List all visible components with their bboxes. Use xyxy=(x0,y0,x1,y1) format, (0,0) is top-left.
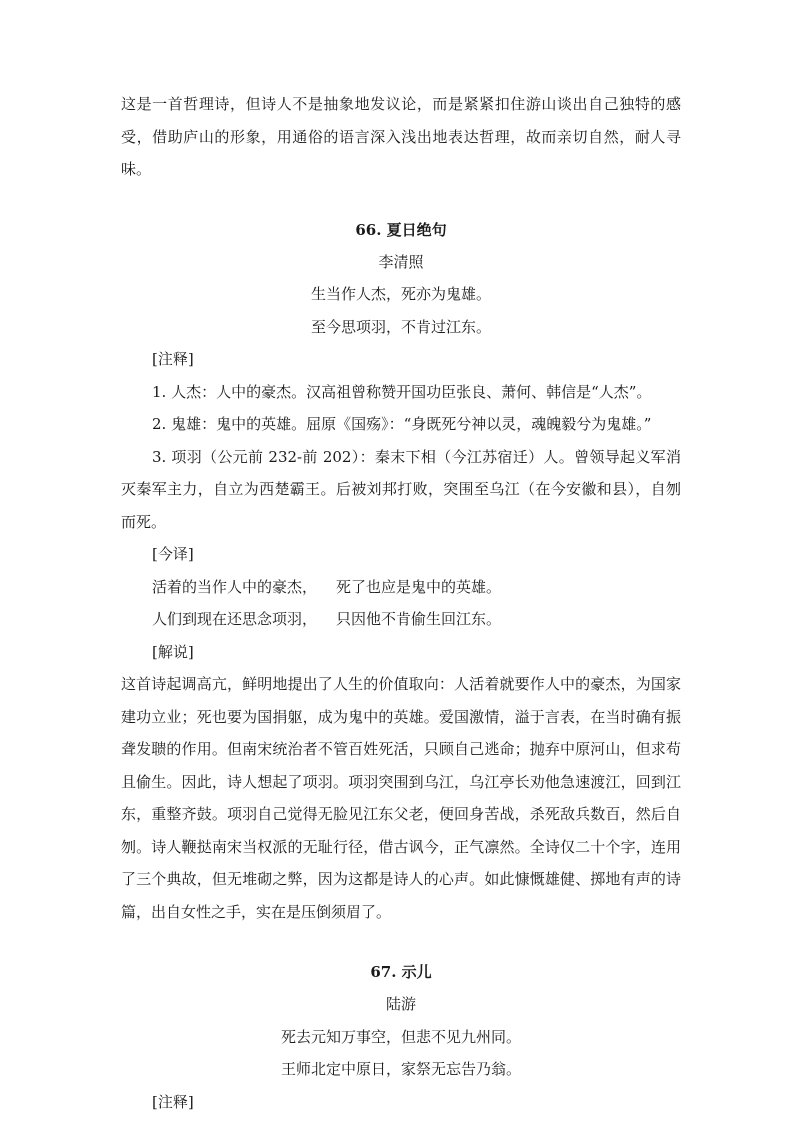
poem66-note-3: 3. 项羽（公元前 232-前 202）：秦末下相（今江苏宿迁）人。曾领导起义军消灭秦军主力，自立为西楚霸王。后被刘邦打败，突围至乌江（在今安徽和县），自刎而死。 xyxy=(121,447,681,531)
poem66-translation-heading: [今译] xyxy=(152,545,194,563)
translation-1b: 死了也应是鬼中的英雄。 xyxy=(336,577,502,596)
translation-2b: 只因他不肯偷生回江东。 xyxy=(336,610,502,628)
poem66-notes-heading: [注释] xyxy=(152,350,194,368)
poem66-commentary: 这首诗起调高亢，鲜明地提出了人生的价值取向：人活着就要作人中的豪杰，为国家建功立业；死也要为国捐躯，成为鬼中的英雄。爱国激情，溢于言表，在当时确有振聋发聩的作用。但南宋统治者不管百姓死活，只顾自己逃命；抛弃中原河山，但求苟且偷生。因此，诗人想起了项羽。项羽突围到乌江，乌江亭长劝他急速渡江，回到江东，重整齐鼓。项羽自己觉得无脸见江东父老，便回身苦战，杀死敌兵数百，然后自刎。诗人鞭挞南宋当权派的无耻行径，借古讽今，正气凛然。全诗仅二十个字，连用了三个典故，但无堆砌之弊，因为这都是诗人的心声。如此慷慨雄健、掷地有声的诗篇，出自女性之手，实在是压倒须眉了。 xyxy=(121,675,681,921)
translation-row-2 xyxy=(121,603,681,636)
poem66-note-2: 2. 鬼雄：鬼中的英雄。屈原《国殇》：“身既死兮神以灵，魂魄毅兮为鬼雄。” xyxy=(152,415,652,433)
poem67-title: 67. 示儿 xyxy=(370,963,432,981)
poem66-line-1: 生当作人杰，死亦为鬼雄。 xyxy=(310,285,491,303)
poem66-author: 李清照 xyxy=(378,252,424,271)
poem66-title: 66. 夏日绝句 xyxy=(355,220,447,239)
poem66-line-2: 至今思项羽，不肯过江东。 xyxy=(310,317,491,336)
poem67-line-2: 王师北定中原日，家祭无忘告乃翁。 xyxy=(280,1060,521,1078)
spacer xyxy=(121,928,681,956)
translation-2a: 人们到现在还思念项羽， xyxy=(152,610,318,628)
poem66-note-1: 1. 人杰：人中的豪杰。汉高祖曾称赞开国功臣张良、萧何、韩信是“人杰”。 xyxy=(152,382,652,401)
poem67-notes-heading: [注释] xyxy=(152,1092,194,1111)
intro-paragraph: 这是一首哲理诗，但诗人不是抽象地发议论，而是紧紧扣住游山谈出自己独特的感受，借助庐山的形象，用通俗的语言深入浅出地表达哲理，故而亲切自然，耐人寻味。 xyxy=(121,95,681,178)
poem67-author: 陆游 xyxy=(385,995,416,1013)
translation-1a: 活着的当作人中的豪杰， xyxy=(152,577,318,596)
translation-row-1 xyxy=(121,571,681,604)
spacer xyxy=(121,186,681,214)
document-page xyxy=(121,88,681,1118)
poem67-line-1: 死去元知万事空，但悲不见九州同。 xyxy=(280,1027,521,1046)
poem66-commentary-heading: [解说] xyxy=(152,642,194,661)
